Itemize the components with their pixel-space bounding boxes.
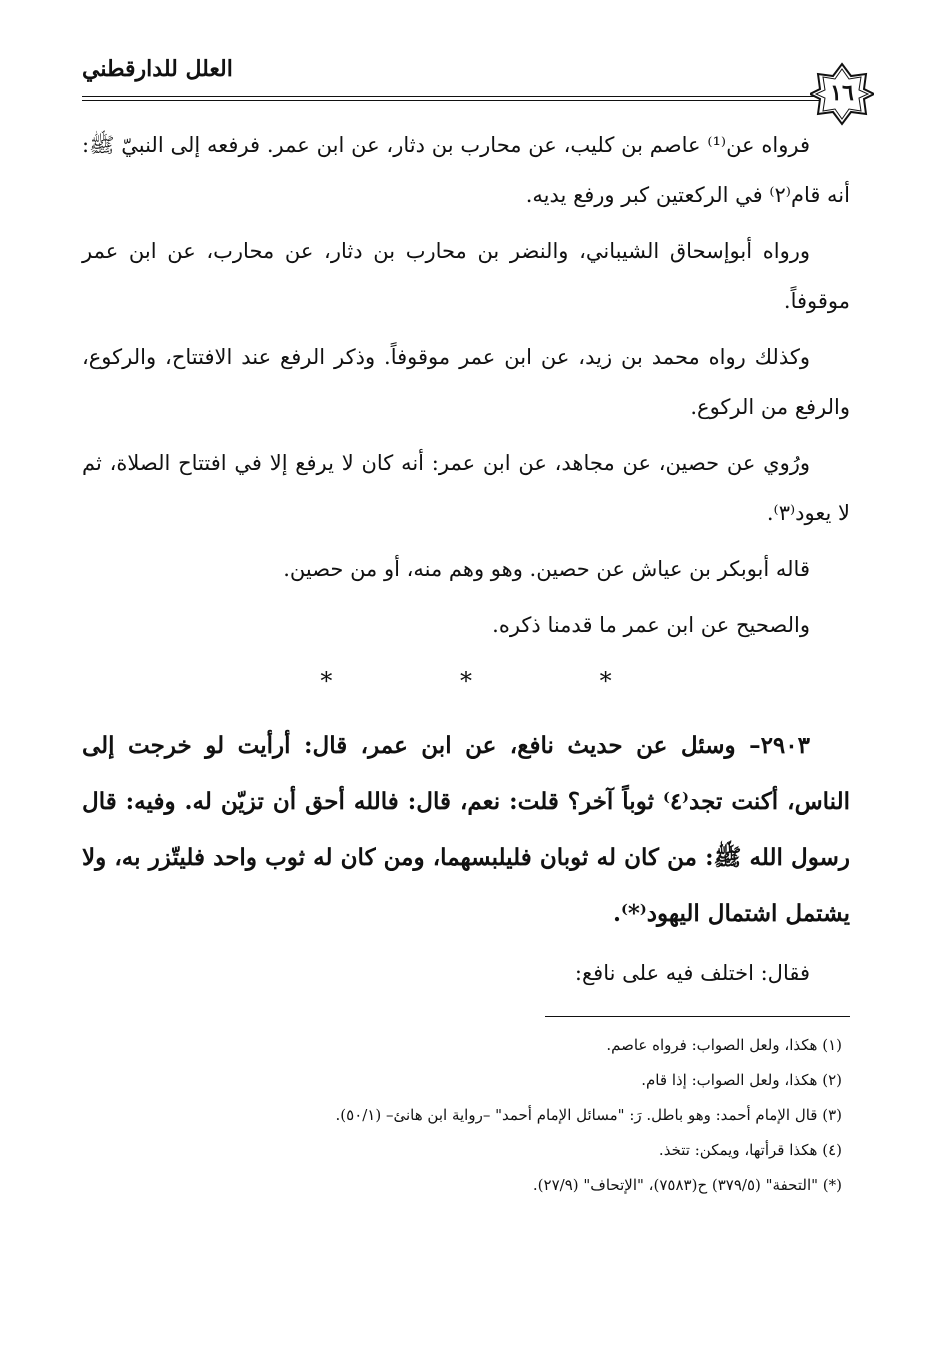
footnote: (٤) هكذا قرأتها، ويمكن: تتخذ. xyxy=(658,1141,842,1159)
header-rule-double xyxy=(82,100,820,101)
page-number: ١٦ xyxy=(830,80,854,106)
paragraph: والصحيح عن ابن عمر ما قدمنا ذكره. xyxy=(492,613,810,637)
header-rule xyxy=(82,96,820,97)
paragraph: وكذلك رواه محمد بن زيد، عن ابن عمر موقوفاً. وذكر الرفع عند الافتتاح، والركوع، والرفع من الركوع. xyxy=(82,345,850,419)
section-separator: * * * xyxy=(320,667,672,695)
footnotes xyxy=(82,1028,850,1203)
paragraph: قاله أبوبكر بن عياش عن حصين. وهو وهم منه، أو من حصين. xyxy=(283,557,810,581)
answer-line: فقال: اختلف فيه على نافع: xyxy=(574,961,810,985)
main-text xyxy=(82,120,850,1004)
footnote: (١) هكذا، ولعل الصواب: فرواه عاصم. xyxy=(606,1036,842,1054)
footnote: (٢) هكذا، ولعل الصواب: إذا قام. xyxy=(641,1071,842,1089)
running-header-title: العلل للدارقطني xyxy=(82,56,233,82)
page-number-badge xyxy=(810,62,874,126)
footnote-rule xyxy=(545,1016,850,1017)
paragraph: ورواه أبوإسحاق الشيباني، والنضر بن محارب بن دثار، عن محارب، عن ابن عمر موقوفاً. xyxy=(82,239,850,313)
paragraph: ورُوي عن حصين، عن مجاهد، عن ابن عمر: أنه كان لا يرفع إلا في افتتاح الصلاة، ثم لا يعود⁽٣⁾. xyxy=(82,451,850,525)
footnote: (٣) قال الإمام أحمد: وهو باطل. رَ: "مسائل الإمام أحمد" –رواية ابن هانئ– (٥٠/١). xyxy=(335,1106,842,1124)
question-entry: ٢٩٠٣– وسئل عن حديث نافع، عن ابن عمر، قال: أرأيت لو خرجت إلى الناس، أكنت تجد⁽٤⁾ ثوباً آخر؟ قلت: نعم، قال: فالله أحق أن تزيّن له. وفيه: قال رسول الله ﷺ: من كان له ثوبان فليلبسهما، ومن كان له ثوب واحد فليتّزر به، ولا يشتمل اشتمال اليهود⁽*⁾. xyxy=(82,732,851,927)
footnote: (*) "التحفة" (٣٧٩/٥) ح(٧٥٨٣)، "الإتحاف" (٢٧/٩). xyxy=(532,1176,842,1194)
paragraph: فرواه عن⁽¹⁾ عاصم بن كليب، عن محارب بن دثار، عن ابن عمر. فرفعه إلى النبيّ ﷺ: أنه قام⁽٢⁾ في الركعتين كبر ورفع يديه. xyxy=(82,133,850,207)
